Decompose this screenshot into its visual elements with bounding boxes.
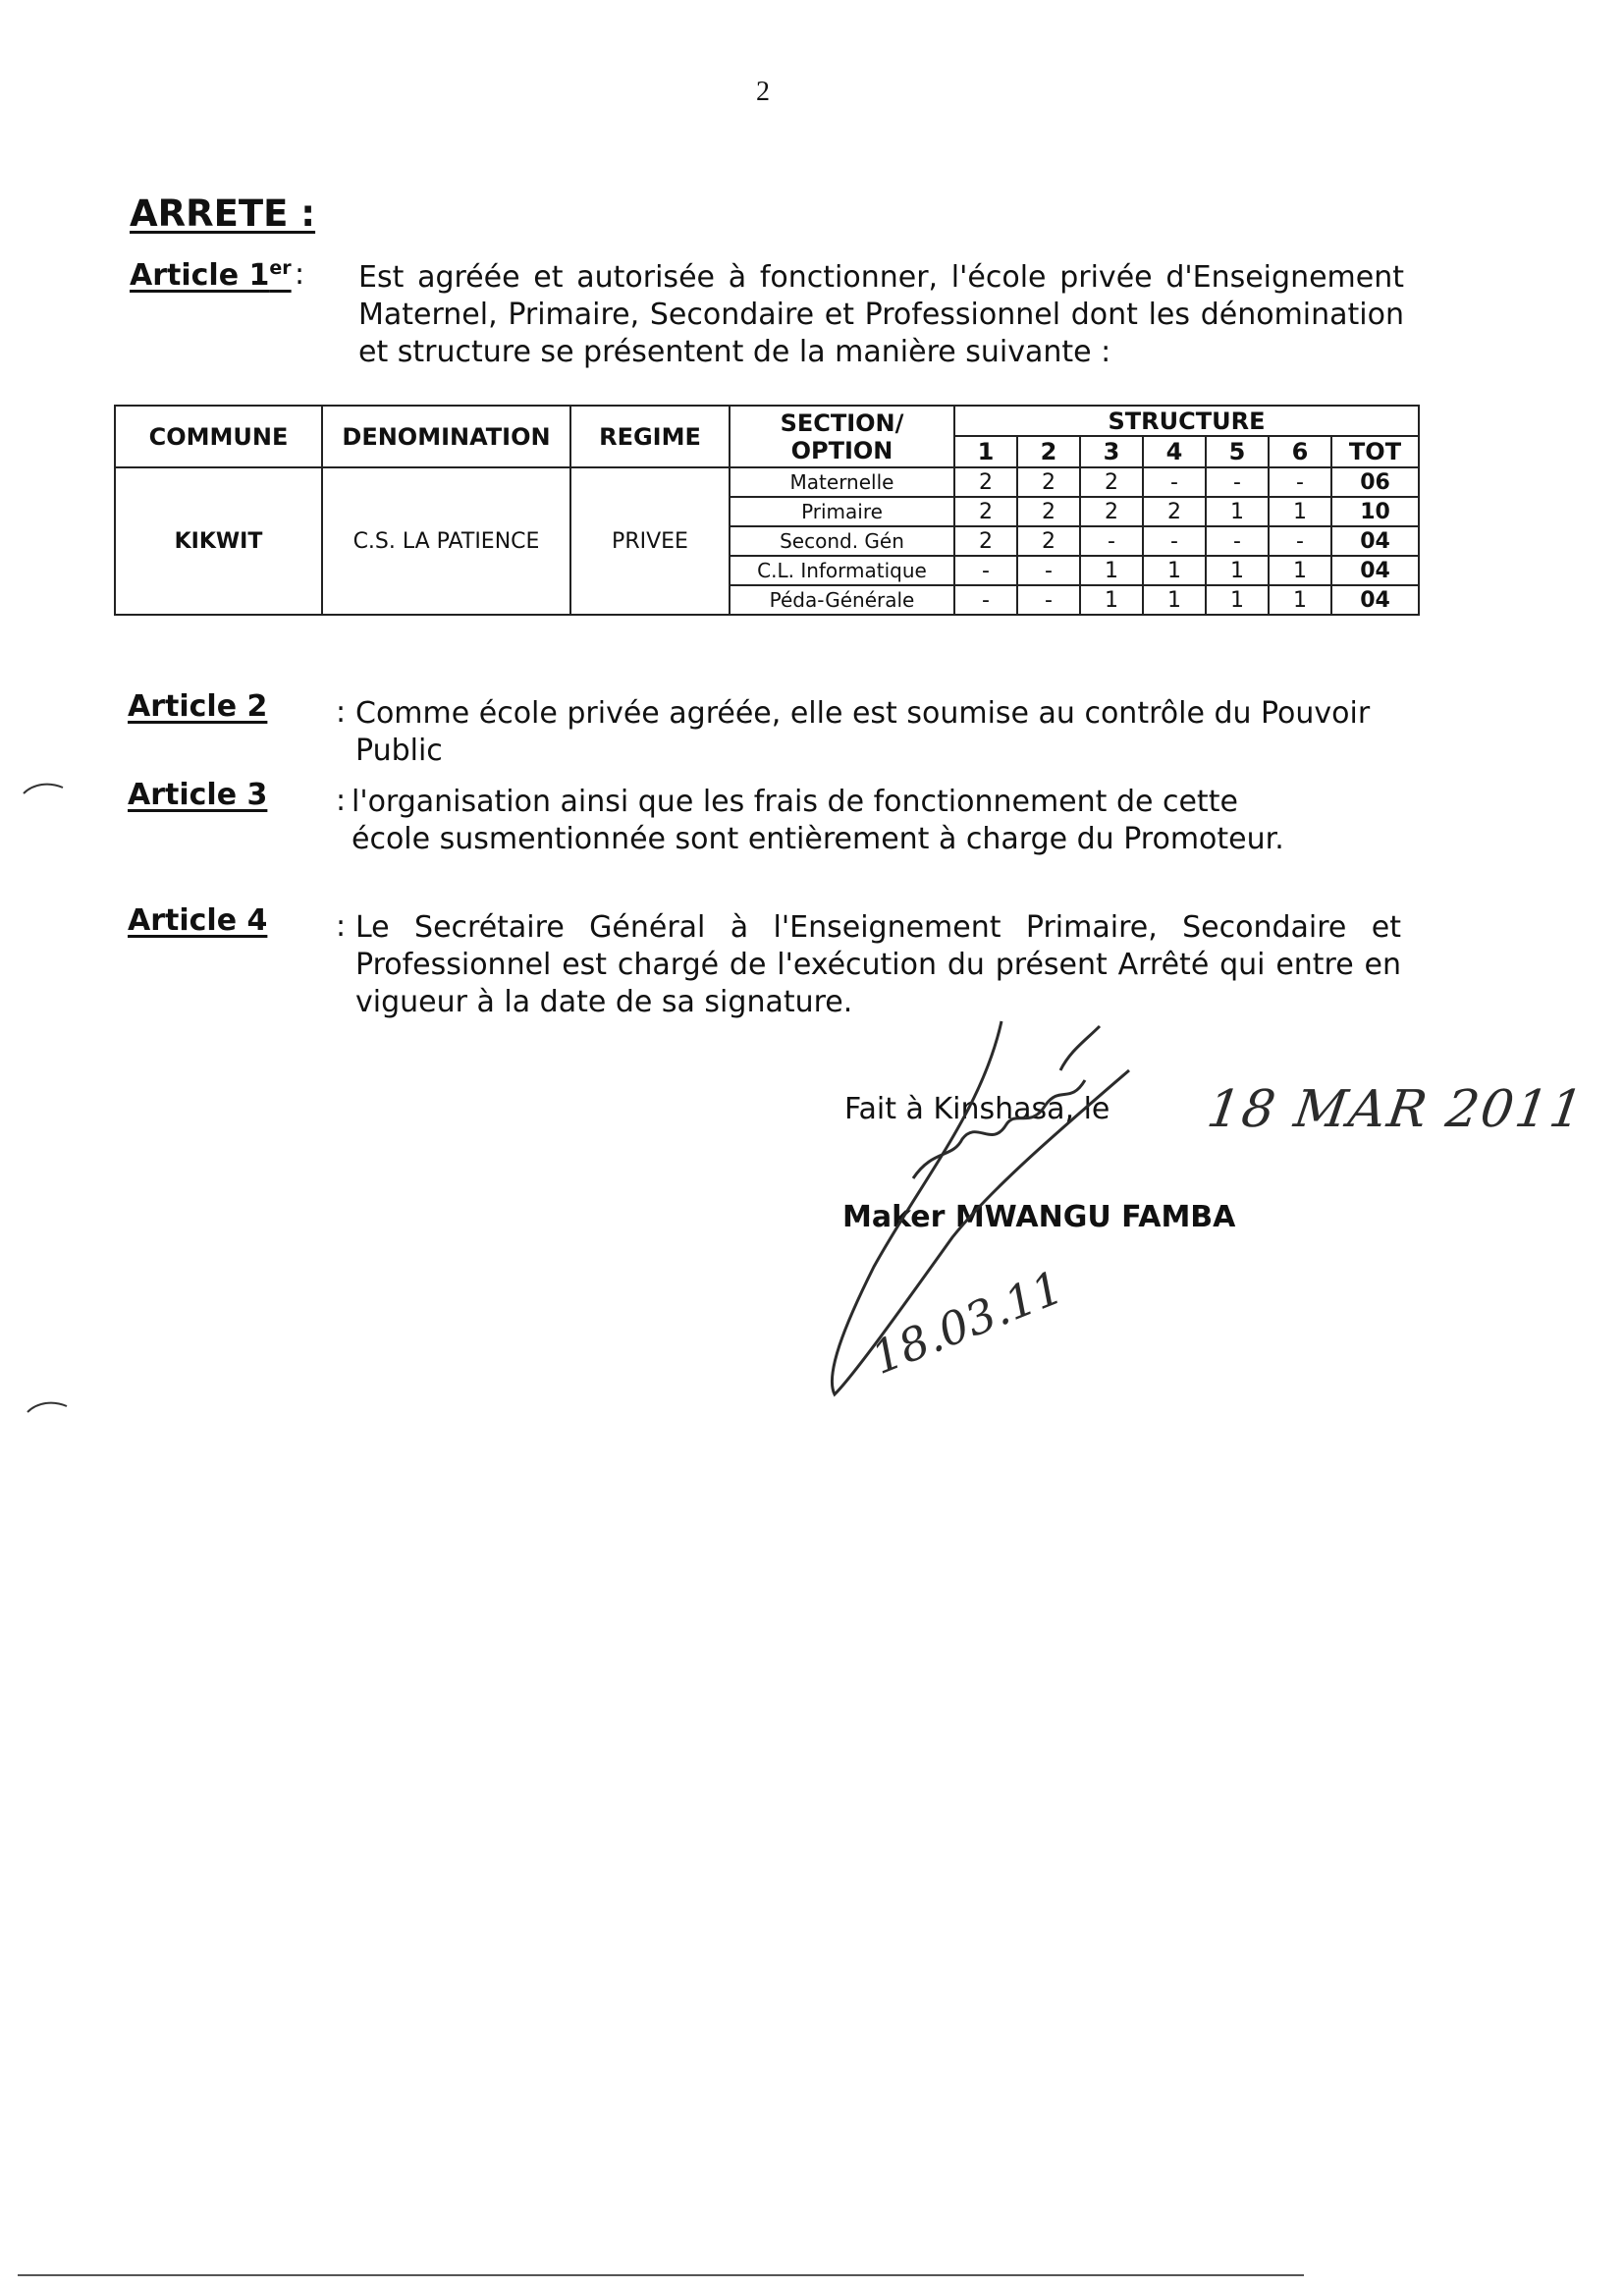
level-cell: 2 [1017, 467, 1080, 497]
level-cell: - [1206, 526, 1269, 556]
total-cell: 06 [1331, 467, 1419, 497]
section-cell: Second. Gén [730, 526, 954, 556]
table-row [115, 467, 1419, 497]
header-level-3: 3 [1080, 436, 1143, 467]
article-1-label-sup: er [269, 257, 292, 279]
article-1-separator: : [295, 257, 305, 292]
level-cell: 2 [1017, 497, 1080, 526]
signer-name: Maker MWANGU FAMBA [842, 1200, 1236, 1234]
level-cell: - [1143, 467, 1206, 497]
article-2-separator: : [336, 695, 347, 730]
section-cell: Maternelle [730, 467, 954, 497]
header-section-line1: SECTION/ [780, 409, 904, 437]
level-cell: 2 [1080, 467, 1143, 497]
margin-mark-icon [24, 1394, 73, 1424]
level-cell: 1 [1080, 585, 1143, 615]
signature-icon [805, 1011, 1237, 1424]
denomination-cell: C.S. LA PATIENCE [322, 467, 570, 615]
header-commune: COMMUNE [115, 406, 322, 467]
header-denomination: DENOMINATION [322, 406, 570, 467]
level-cell: 1 [1080, 556, 1143, 585]
header-level-4: 4 [1143, 436, 1206, 467]
level-cell: 1 [1206, 556, 1269, 585]
regime-cell: PRIVEE [570, 467, 730, 615]
level-cell: - [1206, 467, 1269, 497]
article-4-label: Article 4 [128, 903, 268, 938]
article-4-text: Le Secrétaire Général à l'Enseignement Primaire, Secondaire et Professionnel est chargé de l'exécution du présent Arrêté qui entre en vigueur à la date de sa signature. [355, 910, 1401, 1019]
level-cell: 1 [1143, 556, 1206, 585]
section-cell: C.L. Informatique [730, 556, 954, 585]
header-level-6: 6 [1269, 436, 1331, 467]
level-cell: 1 [1143, 585, 1206, 615]
section-cell: Primaire [730, 497, 954, 526]
level-cell: - [1080, 526, 1143, 556]
level-cell: 2 [954, 526, 1017, 556]
level-cell: - [954, 556, 1017, 585]
article-1-label [130, 257, 292, 293]
total-cell: 04 [1331, 526, 1419, 556]
article-3-text: l'organisation ainsi que les frais de fonctionnement de cette école susmentionnée sont entièrement à charge du Promoteur. [352, 785, 1284, 856]
level-cell: - [1017, 585, 1080, 615]
commune-cell: KIKWIT [115, 467, 322, 615]
decree-heading: ARRETE : [130, 192, 316, 235]
level-cell: - [954, 585, 1017, 615]
margin-mark-icon [20, 776, 69, 805]
header-level-1: 1 [954, 436, 1017, 467]
level-cell: 2 [1143, 497, 1206, 526]
article-1-label-main: Article 1 [130, 258, 270, 293]
header-level-2: 2 [1017, 436, 1080, 467]
article-2-label: Article 2 [128, 689, 268, 724]
school-structure-table [114, 405, 1420, 616]
level-cell: - [1017, 556, 1080, 585]
article-3-label: Article 3 [128, 778, 268, 812]
level-cell: 2 [954, 497, 1017, 526]
level-cell: 1 [1269, 556, 1331, 585]
level-cell: 1 [1206, 585, 1269, 615]
header-section-option [730, 406, 954, 467]
place-and-date: Fait à Kinshasa, le [844, 1092, 1110, 1126]
level-cell: 2 [954, 467, 1017, 497]
total-cell: 04 [1331, 556, 1419, 585]
level-cell: 1 [1269, 497, 1331, 526]
level-cell: 2 [1017, 526, 1080, 556]
article-2-text: Comme école privée agréée, elle est soumise au contrôle du Pouvoir Public [355, 696, 1371, 768]
level-cell: - [1143, 526, 1206, 556]
level-cell: 1 [1206, 497, 1269, 526]
article-1-text: Est agréée et autorisée à fonctionner, l'école privée d'Enseignement Maternel, Primaire, Secondaire et Professionnel dont les dénomination et structure se présentent de la manière suivante : [358, 260, 1404, 369]
page-number: 2 [756, 77, 770, 107]
section-cell: Péda-Générale [730, 585, 954, 615]
scan-edge-line [18, 2274, 1304, 2276]
level-cell: - [1269, 467, 1331, 497]
level-cell: 1 [1269, 585, 1331, 615]
handwritten-note: 18.03.11 [864, 1260, 1071, 1386]
header-total: TOT [1331, 436, 1419, 467]
level-cell: - [1269, 526, 1331, 556]
total-cell: 10 [1331, 497, 1419, 526]
article-4-separator: : [336, 909, 347, 944]
handwritten-date: 18 MAR 2011 [1203, 1080, 1589, 1139]
header-section-line2: OPTION [790, 436, 893, 464]
article-3-separator: : [336, 784, 347, 818]
level-cell: 2 [1080, 497, 1143, 526]
total-cell: 04 [1331, 585, 1419, 615]
header-structure: STRUCTURE [954, 406, 1419, 436]
header-level-5: 5 [1206, 436, 1269, 467]
header-regime: REGIME [570, 406, 730, 467]
